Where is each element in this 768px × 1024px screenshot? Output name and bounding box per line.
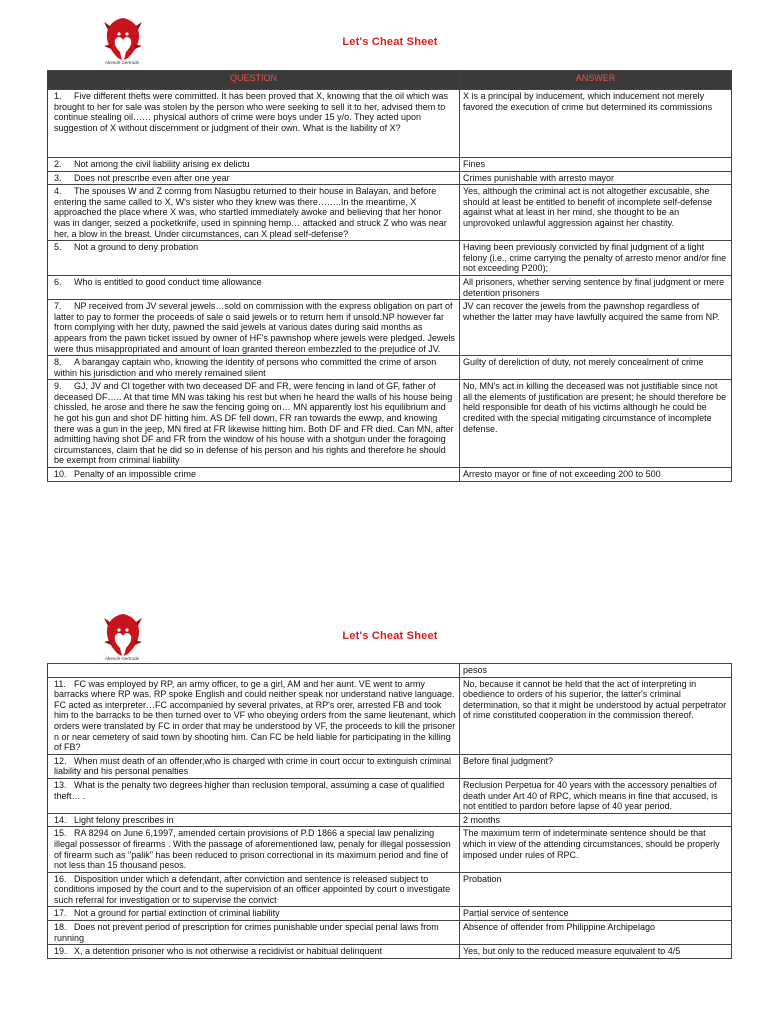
question-number: 14. [54, 814, 67, 825]
question-cell [48, 813, 460, 827]
question-cell [48, 907, 460, 921]
answer-cell: Reclusion Perpetua for 40 years with the accessory penalties of death under Art 40 of RPC, which means in fine that accused, is not entitled to pardon before lapse of 40 year period. [460, 778, 732, 813]
question-text: Disposition under which a defendant, after conviction and sentence is released subject to conditions imposed by the court and to the supervision of an officer appointed by court o investigate such referral for investigation or to supervise the convict [54, 873, 451, 905]
table-row [48, 872, 732, 907]
table-row [48, 185, 732, 241]
question-text: Does not prevent period of prescription for crimes punishable under special penal laws from running [54, 922, 439, 943]
answer-cell: No, because it cannot be held that the act of interpreting in obedience to orders of his superior, the latter's criminal determination, so that it might be understood by actual perpetrator of rime constituted cooperation in the commission thereof. [460, 677, 732, 754]
question-text: NP received from JV several jewels…sold on commission with the express obligation on part of latter to pay to former the proceeds of sale o said jewels or to return hem if unsold.NP however far from complying with her duty, pawned the said jewels at various dates during said months as appears from the pawn ticket issued by owner of HF's pawnshop where jewels were pledged. Jewels were thus misappropriated and amount of loan granted thereon embezzled to the prejudice of JV. [54, 301, 455, 354]
question-number: 12. [54, 755, 67, 766]
answer-cell: X is a principal by inducement, which inducement not merely favored the execution of crime but determined its commissions [460, 90, 732, 158]
answer-cell: The maximum term of indeterminate sentence should be that which in view of the attending circumstances, should be properly imposed under rules of RPC. [460, 827, 732, 872]
table-row [48, 300, 732, 356]
question-text: What is the penalty two degrees higher than reclusion temporal, assuming a case of qualified theft… . [54, 779, 445, 801]
answer-cell: Having been previously convicted by final judgment of a light felony (i.e., crime carrying the penalty of arresto menor and/or fine not exceeding P200); [460, 241, 732, 276]
answer-cell: Absence of offender from Philippine Archipelago [460, 921, 732, 945]
table-row [48, 664, 732, 678]
table-row [48, 275, 732, 299]
question-text: Five different thefts were committed. It has been proved that X, knowing that the oil which was brought to her for sale was stolen by the person who were seeking to sell it to her, advised them to continue stealing oil…… physical authors of crime were boys under 15 y/o. They acted upon suggestion of X without discernment or judgment of their own. What is the liability of X? [54, 91, 449, 133]
question-cell [48, 921, 460, 945]
question-cell [48, 677, 460, 754]
table-header-row [48, 71, 732, 90]
question-cell [48, 380, 460, 468]
question-cell [48, 158, 460, 172]
table-row [48, 827, 732, 872]
question-number: 13. [54, 779, 67, 790]
question-number: 16. [54, 873, 67, 884]
question-number: 10. [54, 469, 67, 480]
answer-cell: JV can recover the jewels from the pawnshop regardless of whether the latter may have lawfully acquired the same from NP. [460, 300, 732, 356]
question-text: FC was employed by RP, an army officer, to ge a girl, AM and her aunt. VE went to army barracks where RP was. RP spoke English and could neither speak nor understand native language. FC acted as interpreter…FC accompanied by several privates, at RP's orer, arrested FB and took him to the barracks to be then turned over to VF who obeying orders from the same lieutenant, which orders were translated by FC in order that may be understood by VF, the proceeds to kill the prisoner n or near cemetery of said town by shooting him. Can FC be held liable for participating in the killing of FB? [54, 678, 456, 753]
question-number: 15. [54, 828, 67, 839]
answer-cell: Yes, although the criminal act is not altogether excusable, she should at least be entitled to benefit of incomplete self-defense against what at least in her mind, she thought to be an unprovoked unlawful aggression against her chastity. [460, 185, 732, 241]
question-cell [48, 300, 460, 356]
page-header [0, 0, 768, 70]
question-number: 2. [54, 159, 62, 169]
question-cell [48, 90, 460, 158]
page-gap [0, 560, 768, 590]
page-title: Let's Cheat Sheet [342, 36, 438, 48]
answer-cell: All prisoners, whether serving sentence by final judgment or mere detention prisoners [460, 275, 732, 299]
table-row [48, 90, 732, 158]
answer-cell: Before final judgment? [460, 754, 732, 778]
question-cell [48, 185, 460, 241]
question-cell [48, 664, 460, 678]
answer-header: ANSWER [460, 71, 732, 90]
question-cell [48, 872, 460, 907]
question-cell [48, 778, 460, 813]
question-number: 1. [54, 91, 62, 101]
question-text: GJ, JV and CI together with two deceased DF and FR, were fencing in land of GF, father of deceased DF….. At that time MN was taking his rest but when he heard the walls of his house being chissled, he arose and there he saw the fencing going on… MN apparently lost his equilibrium and he got his gun and shot DF hitting him. AS DF fell down, FR ran towards the ewwp, and knowing there was a gun in the jeep, MN fired at FR likewise hitting him. Both DF and FR died. Can MN, after admitting having shot DF and FR from the window of his house with a shotgun under the foragoing circumstances, claim that he did so in defense of his person and his rights and therefore he should be exempt from criminal liability [54, 381, 454, 466]
question-cell [48, 945, 460, 959]
answer-cell: No, MN's act in killing the deceased was not justifiable since not all the elements of justification are present; he should therefore be held responsible for death of his victims although he could be credited with the special mitigating circumstance of incomplete defense. [460, 380, 732, 468]
question-number: 4. [54, 186, 62, 197]
question-number: 5. [54, 242, 62, 253]
table-row [48, 778, 732, 813]
logo-caption: Abesoh Gertrude [104, 656, 140, 661]
question-number: 8. [54, 357, 62, 368]
question-text: X, a detention prisoner who is not otherwise a recidivist or habitual delinquent [74, 946, 383, 957]
answer-cell: 2 months [460, 813, 732, 827]
question-cell [48, 241, 460, 276]
question-cell [48, 356, 460, 380]
question-text: The spouses W and Z comng from Nasugbu returned to their house in Balayan, and before entering the same called to X, W's sister who they knew was there……..In the meantime, X approached the place where X was, who startled immediately awoke and believing that her honor was in danger, seized a pocketknife, used in spinning hemp… attacked and struck Z who was near her, a blow in the breast. Under circumstances, can X plead self-defense? [54, 186, 447, 239]
table-row [48, 380, 732, 468]
question-text: Not among the civil liability arising ex delictu [74, 159, 250, 169]
question-cell [48, 754, 460, 778]
question-text: Not a ground to deny probation [74, 242, 199, 253]
question-number: 3. [54, 172, 62, 183]
table-row [48, 241, 732, 276]
question-number: 11. [54, 678, 66, 689]
qa-table [47, 663, 732, 959]
question-text: Penalty of an impossible crime [74, 469, 197, 480]
answer-cell: Crimes punishable with arresto mayor [460, 171, 732, 185]
answer-cell: Arresto mayor or fine of not exceeding 200 to 500 [460, 468, 732, 482]
page-header [0, 590, 768, 660]
table-row [48, 907, 732, 921]
table-row [48, 921, 732, 945]
answer-cell: pesos [460, 664, 732, 678]
question-number: 6. [54, 276, 62, 287]
table-row [48, 945, 732, 959]
question-number: 9. [54, 381, 62, 392]
logo-caption: Abesoh Gertrude [104, 60, 140, 65]
question-cell [48, 171, 460, 185]
table-row [48, 158, 732, 172]
answer-cell: Yes, but only to the reduced measure equivalent to 4/5 [460, 945, 732, 959]
question-header: QUESTION [48, 71, 460, 90]
table-row [48, 813, 732, 827]
question-number: 17. [54, 908, 67, 919]
question-cell [48, 827, 460, 872]
question-text: Not a ground for partial extinction of criminal liability [74, 908, 280, 919]
question-text: A barangay captain who, knowing the identity of persons who committed the crime of arson within his jurisdiction and who merely remained silent [54, 357, 437, 378]
lion-logo-icon [98, 14, 148, 64]
question-text: RA 8294 on June 6,1997, amended certain provisions of P.D 1866 a special law penalizing illegal possessor of firearms . With the passage of aforementioned law, penaly for illegal possession of firearm such as "palik" has been reduced to prison correctional in its maximum period and fine of not less than 15 thousand pesos. [54, 828, 451, 871]
question-cell [48, 468, 460, 482]
question-cell [48, 275, 460, 299]
question-text: When must death of an offender,who is charged with crime in court occur to extinguish criminal liability and his personal penalties [54, 755, 452, 777]
table-row [48, 468, 732, 482]
lion-logo-icon [98, 610, 148, 660]
answer-cell: Partial service of sentence [460, 907, 732, 921]
table-row [48, 677, 732, 754]
question-text: Light felony prescribes in [74, 814, 174, 825]
question-number: 7. [54, 301, 62, 312]
answer-cell: Guilty of dereliction of duty, not merely concealment of crime [460, 356, 732, 380]
page-title: Let's Cheat Sheet [342, 630, 438, 642]
question-number: 18. [54, 922, 67, 933]
qa-table [47, 70, 732, 482]
question-text: Who is entitled to good conduct time allowance [74, 276, 262, 287]
question-number: 19. [54, 946, 67, 957]
table-row [48, 754, 732, 778]
question-text: Does not prescribe even after one year [74, 172, 230, 183]
answer-cell: Probation [460, 872, 732, 907]
answer-cell: Fines [460, 158, 732, 172]
table-row [48, 171, 732, 185]
table-row [48, 356, 732, 380]
page-2 [0, 590, 768, 1024]
